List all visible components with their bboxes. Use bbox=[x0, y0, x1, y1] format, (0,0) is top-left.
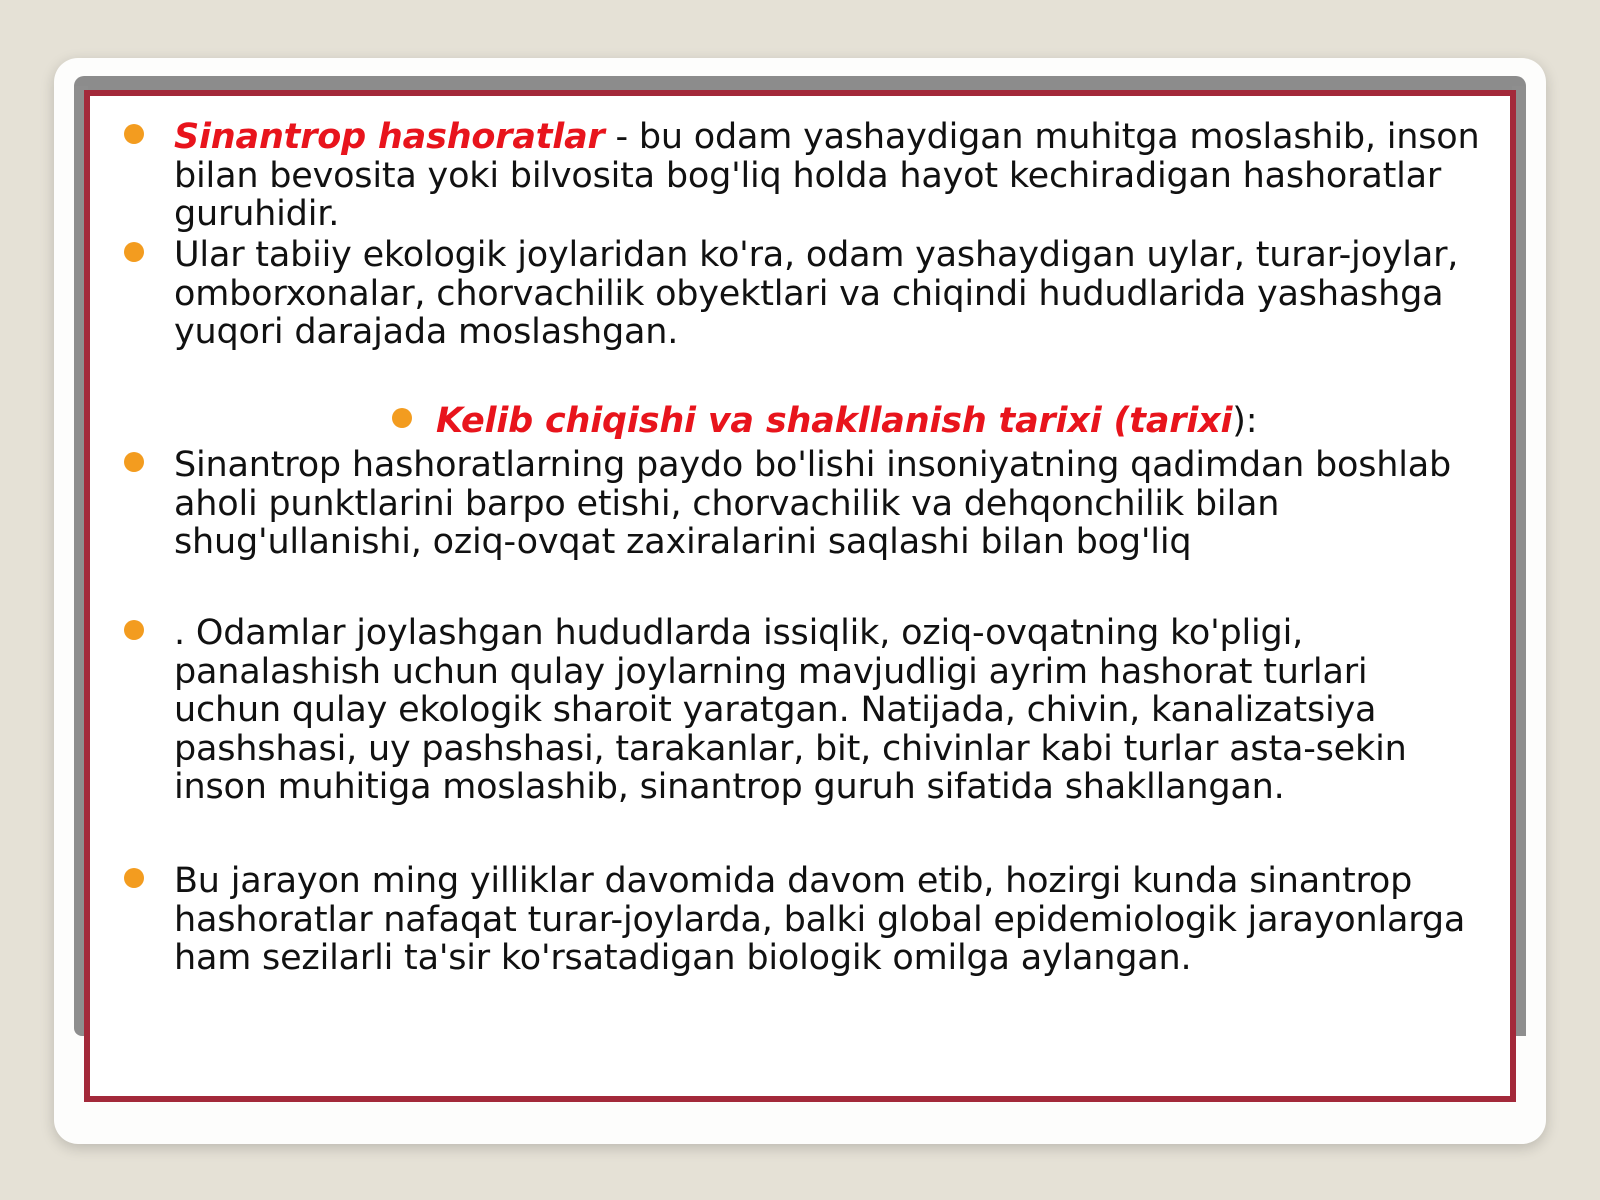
content-panel bbox=[84, 90, 1516, 1102]
term-highlight: Sinantrop hashoratlar bbox=[174, 117, 605, 157]
section-heading bbox=[436, 402, 1257, 441]
bullet-dot-icon bbox=[124, 452, 144, 472]
paragraph-origin-text: Sinantrop hashoratlarning paydo bo'lishi insoniyatning qadimdan boshlab aholi punktlarini barpo etishi, chorvachilik va dehqonchilik bilan shug'ullanishi, oziq-ovqat zaxiralarini saqlashi bilan bog'liq bbox=[174, 445, 1452, 562]
definition-text: - bu odam yashaydigan muhitga moslashib, inson bilan bevosita yoki bilvosita bog'liq holda hayot kechiradigan hashoratlar guruhidir. bbox=[174, 117, 1480, 234]
bullet-dot-icon bbox=[124, 124, 144, 144]
paragraph-conditions-text: . Odamlar joylashgan hududlarda issiqlik, oziq-ovqatning ko'pligi, panalashish uchun qulay joylarning mavjudligi ayrim hashorat turlari uchun qulay ekologik sharoit yaratgan. Natijada, chivin, kanalizatsiya pashshasi, uy pashshasi, tarakanlar, bit, chivinlar kabi turlar asta-sekin inson muhitiga moslashib, sinantrop guruh sifatida shakllangan. bbox=[174, 613, 1407, 807]
section-heading-suffix: ): bbox=[1232, 401, 1258, 441]
habitat-text: Ular tabiiy ekologik joylaridan ko'ra, odam yashaydigan uylar, turar-joylar, omborxonalar, chorvachilik obyektlari va chiqindi hududlarida yashashga yuqori darajada moslashgan. bbox=[174, 235, 1459, 352]
bullet-dot-icon bbox=[124, 868, 144, 888]
bullet-definition bbox=[174, 118, 1484, 234]
bullet-habitat bbox=[174, 236, 1484, 352]
paragraph-present-text: Bu jarayon ming yilliklar davomida davom etib, hozirgi kunda sinantrop hashoratlar nafaqat turar-joylarda, balki global epidemiologik jarayonlarga ham sezilarli ta'sir ko'rsatadigan biologik omilga aylangan. bbox=[174, 861, 1466, 978]
paragraph-origin bbox=[174, 446, 1484, 562]
bullet-dot-icon bbox=[124, 620, 144, 640]
bullet-dot-icon bbox=[392, 408, 412, 428]
paragraph-present bbox=[174, 862, 1484, 978]
section-heading-highlight: Kelib chiqishi va shakllanish tarixi (tarixi bbox=[436, 401, 1233, 441]
paragraph-conditions bbox=[174, 614, 1484, 807]
bullet-dot-icon bbox=[124, 242, 144, 262]
